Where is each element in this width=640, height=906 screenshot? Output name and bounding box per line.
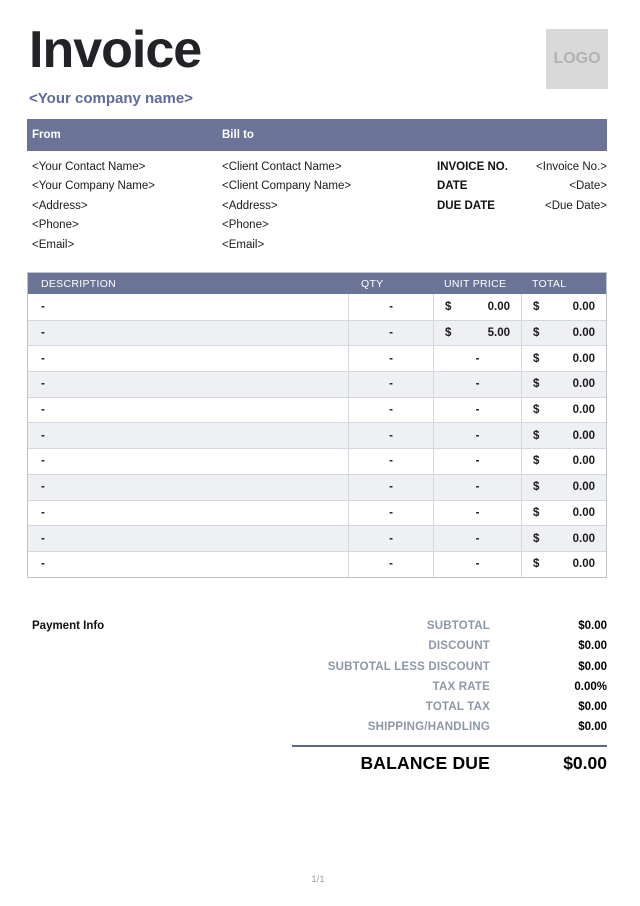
invoice-meta-row	[437, 197, 607, 216]
item-qty-cell: -	[349, 526, 434, 551]
invoice-meta-row	[437, 177, 607, 196]
page-number-indicator: 1/1	[311, 874, 325, 885]
summary-line	[27, 636, 607, 656]
page-title: Invoice	[29, 21, 202, 79]
total-currency: $	[533, 558, 540, 571]
item-total-cell	[522, 294, 606, 320]
item-description-cell: -	[28, 552, 349, 577]
meta-label: INVOICE NO.	[437, 161, 508, 173]
summary-line-value: $0.00	[578, 701, 607, 714]
contact-field: <Email>	[32, 238, 75, 251]
item-unit-price-cell	[434, 526, 522, 551]
item-description-cell: -	[28, 346, 349, 371]
summary-line	[27, 616, 607, 636]
unit-price-amount: 0.00	[487, 300, 510, 313]
total-currency: $	[533, 327, 540, 340]
item-qty-cell: -	[349, 449, 434, 474]
total-amount: 0.00	[572, 558, 595, 571]
item-total-cell	[522, 398, 606, 423]
item-unit-price-cell	[434, 346, 522, 371]
total-amount: 0.00	[572, 327, 595, 340]
line-item-row	[28, 320, 606, 346]
unit-price-amount: -	[475, 506, 480, 519]
item-total-cell	[522, 321, 606, 346]
total-amount: 0.00	[572, 352, 595, 365]
total-amount: 0.00	[572, 378, 595, 391]
summary-section	[27, 616, 607, 774]
logo-placeholder	[546, 29, 608, 89]
total-currency: $	[533, 378, 540, 391]
total-currency: $	[533, 352, 540, 365]
total-amount: 0.00	[572, 300, 595, 313]
line-item-row	[28, 525, 606, 551]
total-currency: $	[533, 506, 540, 519]
column-header-qty: QTY	[361, 277, 384, 290]
line-items-table	[27, 272, 607, 578]
item-total-cell	[522, 475, 606, 500]
summary-lines	[27, 616, 607, 738]
from-fields-list	[32, 158, 217, 255]
unit-price-amount: -	[475, 558, 480, 571]
summary-line	[27, 717, 607, 737]
contact-field: <Client Contact Name>	[222, 161, 342, 173]
total-currency: $	[533, 455, 540, 468]
meta-value: <Date>	[569, 180, 607, 193]
total-amount: 0.00	[572, 404, 595, 417]
line-item-row	[28, 345, 606, 371]
total-amount: 0.00	[572, 481, 595, 494]
line-items-header-row	[28, 273, 606, 294]
line-item-row	[28, 294, 606, 320]
item-qty-cell: -	[349, 501, 434, 526]
invoice-meta-row	[437, 158, 607, 177]
summary-line-value: $0.00	[578, 640, 607, 653]
line-item-row	[28, 371, 606, 397]
summary-line-label: DISCOUNT	[428, 640, 490, 653]
item-total-cell	[522, 552, 606, 577]
unit-price-amount: -	[475, 532, 480, 545]
item-description-cell: -	[28, 526, 349, 551]
item-description-cell: -	[28, 398, 349, 423]
summary-line	[27, 677, 607, 697]
logo-text: LOGO	[553, 50, 601, 67]
contact-field: <Address>	[32, 199, 88, 212]
item-unit-price-cell	[434, 475, 522, 500]
item-qty-cell: -	[349, 398, 434, 423]
meta-label: DATE	[437, 180, 468, 193]
line-item-row	[28, 474, 606, 500]
item-description-cell: -	[28, 501, 349, 526]
summary-line-label: SHIPPING/HANDLING	[367, 721, 490, 734]
item-unit-price-cell	[434, 294, 522, 320]
item-qty-cell: -	[349, 423, 434, 448]
column-header-description: DESCRIPTION	[41, 277, 117, 290]
summary-line-label: TAX RATE	[432, 680, 490, 693]
unit-price-amount: -	[475, 429, 480, 442]
line-item-row	[28, 448, 606, 474]
item-unit-price-cell	[434, 501, 522, 526]
contact-field: <Address>	[222, 199, 278, 212]
contact-field: <Your Contact Name>	[32, 161, 146, 173]
item-total-cell	[522, 346, 606, 371]
summary-line-label: SUBTOTAL	[426, 620, 490, 632]
summary-line-value: 0.00%	[574, 680, 607, 693]
item-qty-cell: -	[349, 294, 434, 320]
summary-line-label: TOTAL TAX	[425, 701, 490, 714]
column-header-unit-price: UNIT PRICE	[444, 277, 507, 290]
total-currency: $	[533, 300, 540, 313]
total-amount: 0.00	[572, 429, 595, 442]
contact-field: <Your Company Name>	[32, 180, 155, 193]
unit-price-amount: -	[475, 404, 480, 417]
unit-price-currency: $	[445, 327, 452, 340]
summary-line-label: SUBTOTAL LESS DISCOUNT	[327, 660, 490, 673]
item-total-cell	[522, 372, 606, 397]
contact-field: <Phone>	[222, 219, 269, 232]
balance-due-row	[27, 753, 607, 774]
contact-field: <Client Company Name>	[222, 180, 352, 193]
balance-divider-line	[292, 745, 607, 747]
summary-line-value: $0.00	[578, 620, 607, 632]
item-total-cell	[522, 423, 606, 448]
payment-info-label: Payment Info	[32, 620, 105, 632]
item-description-cell: -	[28, 321, 349, 346]
line-item-row	[28, 397, 606, 423]
item-description-cell: -	[28, 449, 349, 474]
item-qty-cell: -	[349, 346, 434, 371]
meta-label: DUE DATE	[437, 199, 495, 212]
item-qty-cell: -	[349, 372, 434, 397]
total-amount: 0.00	[572, 455, 595, 468]
summary-line-value: $0.00	[578, 721, 607, 734]
item-unit-price-cell	[434, 449, 522, 474]
unit-price-amount: 5.00	[487, 327, 510, 340]
item-unit-price-cell	[434, 552, 522, 577]
item-unit-price-cell	[434, 372, 522, 397]
item-description-cell: -	[28, 475, 349, 500]
meta-value: <Due Date>	[544, 199, 607, 212]
item-qty-cell: -	[349, 321, 434, 346]
summary-line	[27, 697, 607, 717]
party-header-bar	[27, 119, 607, 151]
summary-line-value: $0.00	[578, 660, 607, 673]
item-description-cell: -	[28, 372, 349, 397]
line-items-body	[28, 294, 606, 577]
unit-price-amount: -	[475, 481, 480, 494]
bill-to-fields-list	[222, 158, 432, 255]
company-name: <Your company name>	[29, 90, 193, 107]
item-unit-price-cell	[434, 398, 522, 423]
total-currency: $	[533, 429, 540, 442]
line-item-row	[28, 551, 606, 577]
item-total-cell	[522, 449, 606, 474]
item-unit-price-cell	[434, 423, 522, 448]
invoice-meta-list	[437, 158, 607, 216]
item-total-cell	[522, 501, 606, 526]
total-currency: $	[533, 532, 540, 545]
meta-value: <Invoice No.>	[536, 161, 607, 173]
column-header-total: TOTAL	[532, 277, 567, 290]
item-total-cell	[522, 526, 606, 551]
unit-price-amount: -	[475, 378, 480, 391]
item-description-cell: -	[28, 423, 349, 448]
total-currency: $	[533, 481, 540, 494]
balance-due-label: BALANCE DUE	[360, 752, 490, 773]
unit-price-amount: -	[475, 455, 480, 468]
item-qty-cell: -	[349, 552, 434, 577]
total-amount: 0.00	[572, 532, 595, 545]
contact-field: <Phone>	[32, 219, 79, 232]
line-item-row	[28, 500, 606, 526]
item-description-cell: -	[28, 294, 349, 320]
bill-to-header: Bill to	[222, 129, 254, 141]
balance-due-value: $0.00	[563, 752, 607, 773]
total-amount: 0.00	[572, 506, 595, 519]
unit-price-amount: -	[475, 352, 480, 365]
item-unit-price-cell	[434, 321, 522, 346]
total-currency: $	[533, 404, 540, 417]
summary-line	[27, 657, 607, 677]
contact-field: <Email>	[222, 238, 265, 251]
unit-price-currency: $	[445, 300, 452, 313]
line-item-row	[28, 422, 606, 448]
item-qty-cell: -	[349, 475, 434, 500]
from-header: From	[32, 129, 61, 141]
